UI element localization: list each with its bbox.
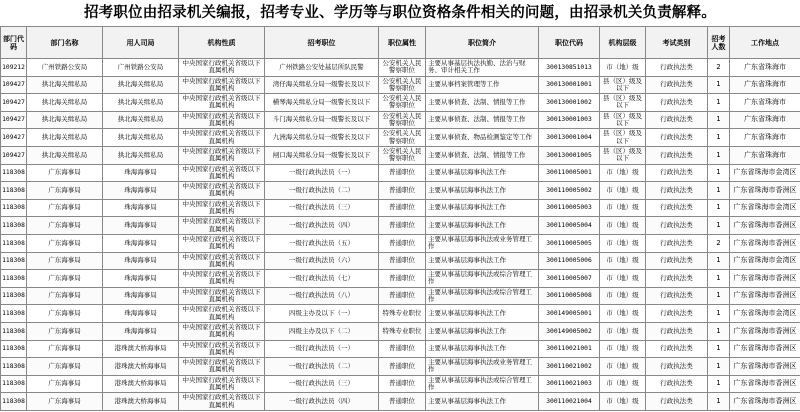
cell-location: 广东省珠海市香洲区: [730, 393, 800, 411]
cell-dept-name: 广东海事局: [27, 234, 103, 252]
cell-dept-name: 拱北海关缉私局: [27, 76, 103, 94]
cell-org-nature: 中央国家行政机关省级以下直属机构: [179, 393, 265, 411]
cell-location: 广东省珠海市香洲区: [730, 217, 800, 235]
cell-bureau: 珠海海事局: [103, 199, 179, 217]
col-header-position-intro: 职位简介: [426, 27, 539, 59]
cell-org-level: 市（地）级: [600, 270, 646, 288]
cell-position-code: 300110005001: [539, 164, 600, 182]
cell-org-nature: 中央国家行政机关省级以下直属机构: [179, 322, 265, 340]
cell-dept-code: 118308: [1, 322, 27, 340]
cell-position-intro: 主要从事基层海事执法或业务管理工作: [426, 358, 539, 376]
cell-dept-code: 118308: [1, 287, 27, 305]
table-row: [1, 164, 800, 182]
cell-headcount: 1: [708, 270, 730, 288]
cell-position: 一级行政执法员（一）: [265, 164, 379, 182]
cell-bureau: 珠海海事局: [103, 164, 179, 182]
cell-position-type: 公安机关人民警察职位: [379, 76, 426, 94]
cell-position-type: 普通职位: [379, 270, 426, 288]
col-header-exam-type: 考试类别: [646, 27, 708, 59]
cell-position-type: 公安机关人民警察职位: [379, 94, 426, 112]
cell-exam-type: 行政执法类: [646, 358, 708, 376]
cell-bureau: 珠海海事局: [103, 270, 179, 288]
cell-position-code: 300110005004: [539, 217, 600, 235]
cell-position-type: 普通职位: [379, 199, 426, 217]
cell-org-nature: 中央国家行政机关省级以下直属机构: [179, 358, 265, 376]
cell-location: 广东省珠海市香洲区: [730, 322, 800, 340]
cell-dept-name: 广东海事局: [27, 322, 103, 340]
cell-exam-type: 行政执法类: [646, 76, 708, 94]
cell-exam-type: 行政执法类: [646, 217, 708, 235]
cell-headcount: 1: [708, 393, 730, 411]
cell-position-code: 300110005006: [539, 252, 600, 270]
cell-position-intro: 主要从事基层海事执法工作: [426, 217, 539, 235]
cell-org-level: 市（地）级: [600, 217, 646, 235]
table-row: [1, 393, 800, 411]
cell-position-type: 公安机关人民警察职位: [379, 111, 426, 129]
cell-position: 一级行政执法员（二）: [265, 358, 379, 376]
cell-headcount: 2: [708, 234, 730, 252]
cell-position-type: 公安机关人民警察职位: [379, 146, 426, 164]
cell-position-intro: 主要从事侦查、法制、情报等工作: [426, 94, 539, 112]
cell-location: 广东省珠海市香洲区: [730, 358, 800, 376]
cell-headcount: 1: [708, 340, 730, 358]
cell-headcount: 1: [708, 164, 730, 182]
cell-org-level: 市（地）级: [600, 182, 646, 200]
cell-position-code: 300149005001: [539, 305, 600, 323]
cell-position: 一级行政执法员（四）: [265, 217, 379, 235]
cell-location: 广东省珠海市香洲区: [730, 287, 800, 305]
cell-org-nature: 中央国家行政机关省级以下直属机构: [179, 146, 265, 164]
cell-position-type: 普通职位: [379, 252, 426, 270]
cell-dept-code: 109427: [1, 94, 27, 112]
cell-org-level: 市（地）级: [600, 340, 646, 358]
cell-org-nature: 中央国家行政机关省级以下直属机构: [179, 305, 265, 323]
cell-position-code: 300130001005: [539, 146, 600, 164]
cell-dept-code: 118308: [1, 305, 27, 323]
cell-position-code: 300110021001: [539, 340, 600, 358]
table-row: [1, 252, 800, 270]
cell-position-code: 300130851013: [539, 59, 600, 77]
cell-position: 广州铁路公安处基层所队民警: [265, 59, 379, 77]
cell-dept-code: 118308: [1, 252, 27, 270]
cell-headcount: 1: [708, 375, 730, 393]
cell-dept-name: 拱北海关缉私局: [27, 94, 103, 112]
cell-bureau: 珠海海事局: [103, 182, 179, 200]
cell-exam-type: 行政执法类: [646, 375, 708, 393]
cell-position-intro: 主要从事基层海事执法工作: [426, 340, 539, 358]
cell-headcount: 1: [708, 129, 730, 147]
cell-bureau: 拱北海关缉私局: [103, 111, 179, 129]
cell-position: 四级主办及以下（二）: [265, 322, 379, 340]
cell-position-intro: 主要从事基层海事执法工作: [426, 199, 539, 217]
cell-headcount: 1: [708, 146, 730, 164]
cell-bureau: 珠海海事局: [103, 322, 179, 340]
cell-org-level: 县（区）级及以下: [600, 146, 646, 164]
cell-headcount: 1: [708, 287, 730, 305]
cell-position: 一级行政执法员（三）: [265, 199, 379, 217]
cell-position-intro: 主要从事基层海事执法或综合管理工作: [426, 270, 539, 288]
table-row: [1, 358, 800, 376]
cell-org-nature: 中央国家行政机关省级以下直属机构: [179, 94, 265, 112]
cell-location: 广东省珠海市香洲区: [730, 270, 800, 288]
cell-location: 广东省珠海市金湾区: [730, 305, 800, 323]
cell-location: 广东省珠海市金湾区: [730, 164, 800, 182]
cell-position-code: 300149005002: [539, 322, 600, 340]
cell-position: 一级行政执法员（八）: [265, 287, 379, 305]
table-header-row: [1, 27, 800, 59]
cell-exam-type: 行政执法类: [646, 59, 708, 77]
cell-location: 广东省珠海市香洲区: [730, 234, 800, 252]
cell-org-nature: 中央国家行政机关省级以下直属机构: [179, 129, 265, 147]
col-header-headcount: 招考人数: [708, 27, 730, 59]
cell-dept-name: 广东海事局: [27, 358, 103, 376]
cell-position-type: 公安机关人民警察职位: [379, 129, 426, 147]
cell-dept-code: 118308: [1, 199, 27, 217]
cell-org-level: 县（区）级及以下: [600, 111, 646, 129]
cell-position-type: 公安机关人民警察职位: [379, 59, 426, 77]
cell-org-level: 市（地）级: [600, 59, 646, 77]
table-row: [1, 375, 800, 393]
cell-bureau: 拱北海关缉私局: [103, 76, 179, 94]
cell-location: 广东省珠海市: [730, 94, 800, 112]
col-header-location: 工作地点: [730, 27, 800, 59]
cell-location: 广东省珠海市香洲区: [730, 340, 800, 358]
cell-headcount: 1: [708, 305, 730, 323]
cell-position: 一级行政执法员（七）: [265, 270, 379, 288]
table-row: [1, 217, 800, 235]
cell-exam-type: 行政执法类: [646, 287, 708, 305]
cell-dept-code: 118308: [1, 234, 27, 252]
col-header-position: 招考职位: [265, 27, 379, 59]
cell-org-level: 市（地）级: [600, 375, 646, 393]
table-body: [1, 59, 800, 411]
cell-org-level: 市（地）级: [600, 199, 646, 217]
cell-exam-type: 行政执法类: [646, 94, 708, 112]
cell-position: 横琴海关缉私分局一级警长及以下: [265, 94, 379, 112]
cell-position: 一级行政执法员（一）: [265, 340, 379, 358]
cell-dept-name: 广州铁路公安局: [27, 59, 103, 77]
cell-org-nature: 中央国家行政机关省级以下直属机构: [179, 252, 265, 270]
cell-dept-name: 广东海事局: [27, 305, 103, 323]
cell-location: 广东省珠海市金湾区: [730, 199, 800, 217]
cell-bureau: 港珠澳大桥海事局: [103, 358, 179, 376]
cell-dept-name: 广东海事局: [27, 393, 103, 411]
cell-position-intro: 主要从事基层海事执法工作: [426, 305, 539, 323]
cell-org-nature: 中央国家行政机关省级以下直属机构: [179, 182, 265, 200]
cell-position-type: 普通职位: [379, 358, 426, 376]
cell-position-type: 普通职位: [379, 340, 426, 358]
table-row: [1, 94, 800, 112]
table-row: [1, 234, 800, 252]
cell-position: 斗门海关缉私分局一级警长及以下: [265, 111, 379, 129]
cell-bureau: 珠海海事局: [103, 217, 179, 235]
cell-org-level: 县（区）级及以下: [600, 76, 646, 94]
cell-bureau: 珠海海事局: [103, 234, 179, 252]
cell-location: 广东省珠海市香洲区: [730, 375, 800, 393]
table-row: [1, 76, 800, 94]
cell-position: 一级行政执法员（四）: [265, 393, 379, 411]
cell-position-intro: 主要从事侦查、法制、情报等工作: [426, 146, 539, 164]
cell-org-level: 市（地）级: [600, 287, 646, 305]
cell-position-code: 300110005002: [539, 182, 600, 200]
cell-exam-type: 行政执法类: [646, 393, 708, 411]
cell-org-nature: 中央国家行政机关省级以下直属机构: [179, 340, 265, 358]
cell-dept-name: 广东海事局: [27, 199, 103, 217]
cell-position: 闸口海关缉私分局一级警长及以下: [265, 146, 379, 164]
cell-position-type: 普通职位: [379, 393, 426, 411]
cell-headcount: 1: [708, 76, 730, 94]
cell-headcount: 1: [708, 358, 730, 376]
cell-position-type: 普通职位: [379, 234, 426, 252]
col-header-position-type: 职位属性: [379, 27, 426, 59]
cell-bureau: 港珠澳大桥海事局: [103, 340, 179, 358]
table-row: [1, 305, 800, 323]
cell-bureau: 港珠澳大桥海事局: [103, 393, 179, 411]
cell-dept-name: 广东海事局: [27, 164, 103, 182]
cell-org-level: 市（地）级: [600, 358, 646, 376]
cell-dept-code: 118308: [1, 164, 27, 182]
cell-headcount: 1: [708, 94, 730, 112]
cell-location: 广东省珠海市: [730, 129, 800, 147]
table-row: [1, 340, 800, 358]
cell-location: 广东省珠海市金湾区: [730, 252, 800, 270]
cell-dept-code: 109212: [1, 59, 27, 77]
cell-position-code: 300110005005: [539, 234, 600, 252]
cell-org-nature: 中央国家行政机关省级以下直属机构: [179, 59, 265, 77]
table-row: [1, 146, 800, 164]
page-notice: 招考职位由招录机关编报，招考专业、学历等与职位资格条件相关的问题，由招录机关负责解释。: [83, 5, 717, 21]
cell-dept-code: 118308: [1, 217, 27, 235]
cell-org-nature: 中央国家行政机关省级以下直属机构: [179, 199, 265, 217]
cell-org-nature: 中央国家行政机关省级以下直属机构: [179, 234, 265, 252]
col-header-org-level: 机构层级: [600, 27, 646, 59]
cell-position-code: 300130001004: [539, 129, 600, 147]
cell-location: 广东省珠海市: [730, 111, 800, 129]
cell-position-code: 300110005008: [539, 287, 600, 305]
cell-position-type: 普通职位: [379, 164, 426, 182]
table-row: [1, 287, 800, 305]
cell-position: 九洲海关缉私分局一级警长及以下: [265, 129, 379, 147]
cell-bureau: 拱北海关缉私局: [103, 129, 179, 147]
cell-dept-code: 118308: [1, 358, 27, 376]
cell-dept-name: 广东海事局: [27, 340, 103, 358]
cell-org-nature: 中央国家行政机关省级以下直属机构: [179, 270, 265, 288]
cell-org-level: 市（地）级: [600, 234, 646, 252]
cell-position-intro: 主要从事基层海事执法工作: [426, 393, 539, 411]
cell-dept-name: 广东海事局: [27, 217, 103, 235]
cell-position-intro: 主要从事基层海事执法或业务管理工作: [426, 234, 539, 252]
cell-position-intro: 主要从事侦查、物品检测鉴定等工作: [426, 129, 539, 147]
table-row: [1, 199, 800, 217]
cell-exam-type: 行政执法类: [646, 234, 708, 252]
cell-org-level: 市（地）级: [600, 252, 646, 270]
cell-bureau: 拱北海关缉私局: [103, 146, 179, 164]
cell-exam-type: 行政执法类: [646, 111, 708, 129]
table-row: [1, 111, 800, 129]
cell-exam-type: 行政执法类: [646, 129, 708, 147]
col-header-dept-name: 部门名称: [27, 27, 103, 59]
table-row: [1, 322, 800, 340]
cell-org-nature: 中央国家行政机关省级以下直属机构: [179, 111, 265, 129]
cell-position: 一级行政执法员（三）: [265, 375, 379, 393]
cell-org-nature: 中央国家行政机关省级以下直属机构: [179, 287, 265, 305]
cell-exam-type: 行政执法类: [646, 146, 708, 164]
cell-position: 一级行政执法员（五）: [265, 234, 379, 252]
cell-bureau: 广州铁路公安局: [103, 59, 179, 77]
cell-location: 广东省珠海市: [730, 146, 800, 164]
cell-org-nature: 中央国家行政机关省级以下直属机构: [179, 217, 265, 235]
cell-headcount: 1: [708, 217, 730, 235]
cell-headcount: 1: [708, 111, 730, 129]
cell-position: 湾仔海关缉私分局一级警长及以下: [265, 76, 379, 94]
cell-position-intro: 主要从事侦查、法制、情报等工作: [426, 111, 539, 129]
cell-exam-type: 行政执法类: [646, 322, 708, 340]
cell-dept-code: 109427: [1, 129, 27, 147]
cell-org-level: 市（地）级: [600, 322, 646, 340]
table-row: [1, 129, 800, 147]
cell-position: 四级主办及以下（一）: [265, 305, 379, 323]
cell-org-level: 市（地）级: [600, 164, 646, 182]
cell-exam-type: 行政执法类: [646, 199, 708, 217]
col-header-bureau: 用人司局: [103, 27, 179, 59]
cell-dept-name: 拱北海关缉私局: [27, 129, 103, 147]
cell-dept-code: 109427: [1, 111, 27, 129]
cell-headcount: 1: [708, 322, 730, 340]
col-header-org-nature: 机构性质: [179, 27, 265, 59]
cell-position-intro: 主要从事基层海事执法工作: [426, 182, 539, 200]
cell-dept-name: 广东海事局: [27, 252, 103, 270]
cell-exam-type: 行政执法类: [646, 252, 708, 270]
cell-position-type: 普通职位: [379, 182, 426, 200]
positions-table: [0, 26, 800, 411]
col-header-position-code: 职位代码: [539, 27, 600, 59]
cell-dept-code: 118308: [1, 270, 27, 288]
cell-dept-code: 109427: [1, 146, 27, 164]
cell-headcount: 1: [708, 199, 730, 217]
cell-dept-code: 118308: [1, 182, 27, 200]
cell-headcount: 1: [708, 252, 730, 270]
cell-position-code: 300110021004: [539, 393, 600, 411]
cell-position-intro: 主要从事基层海事执法工作: [426, 164, 539, 182]
cell-position-intro: 主要从事基层海事执法或综合管理工作: [426, 287, 539, 305]
cell-position-intro: 主要从事档案管理等工作: [426, 76, 539, 94]
cell-location: 广东省珠海市香洲区: [730, 182, 800, 200]
cell-position-code: 300110021003: [539, 375, 600, 393]
cell-position-type: 普通职位: [379, 375, 426, 393]
cell-dept-code: 118308: [1, 340, 27, 358]
cell-org-level: 县（区）级及以下: [600, 129, 646, 147]
cell-exam-type: 行政执法类: [646, 182, 708, 200]
cell-dept-name: 拱北海关缉私局: [27, 146, 103, 164]
cell-org-nature: 中央国家行政机关省级以下直属机构: [179, 164, 265, 182]
cell-location: 广东省珠海市: [730, 76, 800, 94]
cell-exam-type: 行政执法类: [646, 270, 708, 288]
cell-position-type: 特殊专业职位: [379, 322, 426, 340]
cell-location: 广东省珠海市: [730, 59, 800, 77]
cell-position-type: 普通职位: [379, 217, 426, 235]
cell-dept-code: 118308: [1, 375, 27, 393]
cell-dept-name: 广东海事局: [27, 270, 103, 288]
cell-dept-code: 109427: [1, 76, 27, 94]
cell-bureau: 珠海海事局: [103, 252, 179, 270]
cell-position-code: 300130001001: [539, 76, 600, 94]
cell-exam-type: 行政执法类: [646, 340, 708, 358]
cell-position: 一级行政执法员（二）: [265, 182, 379, 200]
cell-dept-name: 广东海事局: [27, 375, 103, 393]
cell-exam-type: 行政执法类: [646, 305, 708, 323]
cell-bureau: 港珠澳大桥海事局: [103, 375, 179, 393]
cell-dept-name: 拱北海关缉私局: [27, 111, 103, 129]
cell-position-code: 300130001003: [539, 111, 600, 129]
cell-position-intro: 主要从事基层海事执法或综合管理工作: [426, 375, 539, 393]
cell-position: 一级行政执法员（六）: [265, 252, 379, 270]
col-header-dept-code: 部门代码: [1, 27, 27, 59]
table-row: [1, 270, 800, 288]
cell-org-level: 市（地）级: [600, 305, 646, 323]
table-row: [1, 182, 800, 200]
cell-dept-name: 广东海事局: [27, 287, 103, 305]
cell-headcount: 2: [708, 59, 730, 77]
cell-exam-type: 行政执法类: [646, 164, 708, 182]
cell-dept-name: 广东海事局: [27, 182, 103, 200]
cell-position-type: 特殊专业职位: [379, 305, 426, 323]
cell-position-code: 300110005007: [539, 270, 600, 288]
cell-bureau: 珠海海事局: [103, 305, 179, 323]
table-row: [1, 59, 800, 77]
cell-headcount: 1: [708, 182, 730, 200]
cell-bureau: 珠海海事局: [103, 287, 179, 305]
cell-position-intro: 主要从事基层海事执法工作: [426, 322, 539, 340]
cell-org-level: 市（地）级: [600, 393, 646, 411]
cell-position-intro: 主要从事基层海事执法工作: [426, 252, 539, 270]
cell-org-level: 县（区）级及以下: [600, 94, 646, 112]
cell-org-nature: 中央国家行政机关省级以下直属机构: [179, 375, 265, 393]
cell-org-nature: 中央国家行政机关省级以下直属机构: [179, 76, 265, 94]
cell-dept-code: 118308: [1, 393, 27, 411]
cell-position-code: 300110021002: [539, 358, 600, 376]
cell-bureau: 拱北海关缉私局: [103, 94, 179, 112]
cell-position-type: 普通职位: [379, 287, 426, 305]
cell-position-code: 300110005003: [539, 199, 600, 217]
cell-position-intro: 主要从事基层执法执勤、法治与财务、审计相关工作: [426, 59, 539, 77]
cell-position-code: 300130001002: [539, 94, 600, 112]
